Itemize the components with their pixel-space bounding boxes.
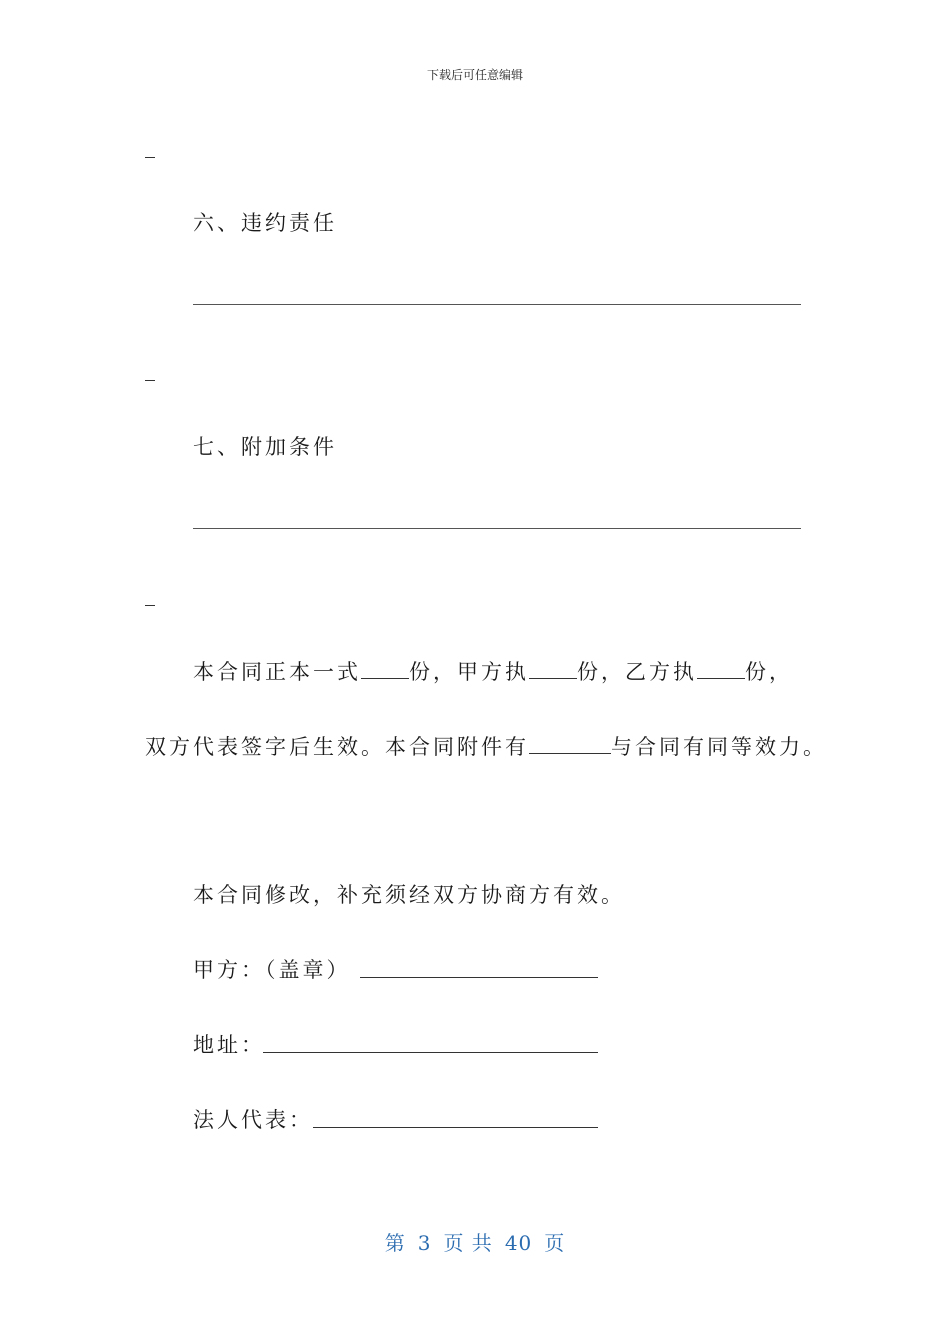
blank-copies-party-a xyxy=(529,660,577,679)
footer-text: 页 xyxy=(544,1231,566,1255)
blank-copies-party-b xyxy=(697,660,745,679)
section-title-breach: 六、违约责任 xyxy=(193,211,337,235)
page-header: 下载后可任意编辑 xyxy=(426,68,523,82)
section-title-additional: 七、附加条件 xyxy=(193,435,337,459)
address-line xyxy=(263,1052,598,1053)
copies-text: 份， xyxy=(745,660,793,684)
copies-clause-line2 xyxy=(145,731,827,761)
party-a-signature-line xyxy=(360,977,598,978)
amendment-clause: 本合同修改，补充须经双方协商方有效。 xyxy=(193,883,625,907)
leading-dash xyxy=(145,157,155,158)
copies-text: 份，甲方执 xyxy=(409,660,529,684)
copies-text: 本合同正本一式 xyxy=(193,660,361,684)
party-a-label: 甲方：（盖章） xyxy=(193,958,351,982)
footer-text: 第 xyxy=(384,1231,406,1255)
fill-in-line xyxy=(193,528,801,529)
address-label: 地址： xyxy=(193,1033,265,1057)
page-total: 40 xyxy=(504,1231,533,1255)
page-footer xyxy=(0,1227,950,1256)
leading-dash xyxy=(145,605,155,606)
legal-rep-label: 法人代表： xyxy=(193,1108,313,1132)
blank-attachments xyxy=(529,735,611,754)
legal-rep-line xyxy=(313,1127,598,1128)
fill-in-line xyxy=(193,304,801,305)
blank-copies-total xyxy=(361,660,409,679)
copies-text: 双方代表签字后生效。本合同附件有 xyxy=(145,735,529,759)
copies-text: 份，乙方执 xyxy=(577,660,697,684)
copies-clause-line1 xyxy=(193,656,793,686)
footer-text: 页 共 xyxy=(443,1231,493,1255)
page-number: 3 xyxy=(417,1231,432,1255)
copies-text: 与合同有同等效力。 xyxy=(611,735,827,759)
leading-dash xyxy=(145,380,155,381)
